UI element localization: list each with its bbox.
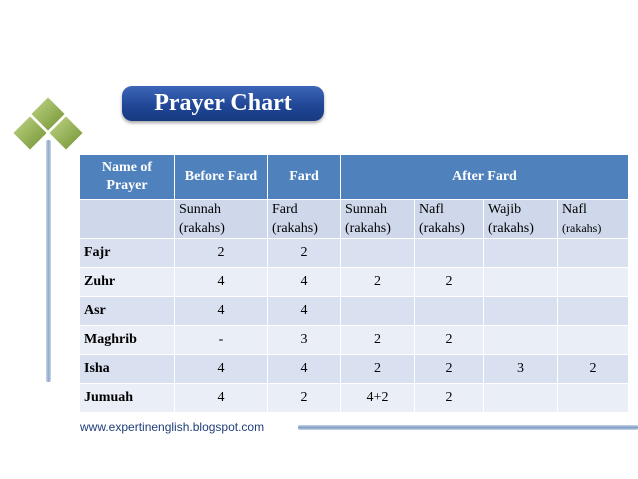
table-row	[80, 297, 629, 326]
table-cell	[558, 297, 629, 326]
table-cell: 2	[415, 268, 484, 297]
table-row	[80, 268, 629, 297]
prayer-name: Jumuah	[80, 384, 175, 413]
header-name-of-prayer: Name of Prayer	[80, 155, 175, 200]
table-cell	[558, 268, 629, 297]
table-cell	[558, 239, 629, 268]
subheader-cell: Sunnah (rakahs)	[175, 200, 268, 239]
prayer-name: Zuhr	[80, 268, 175, 297]
table-cell: 4	[175, 384, 268, 413]
table-cell: 3	[484, 355, 558, 384]
prayer-name: Isha	[80, 355, 175, 384]
table-cell	[558, 384, 629, 413]
table-row	[80, 326, 629, 355]
table-cell	[341, 297, 415, 326]
page-title: Prayer Chart	[122, 86, 324, 121]
subheader-cell: Nafl (rakahs)	[558, 200, 629, 239]
table-cell: 4	[268, 355, 341, 384]
table-cell: 2	[415, 384, 484, 413]
header-before-fard: Before Fard	[175, 155, 268, 200]
table-cell: 2	[341, 355, 415, 384]
table-cell	[415, 239, 484, 268]
diamond-logo-icon	[0, 0, 110, 160]
table-row	[80, 355, 629, 384]
table-cell: 4	[175, 355, 268, 384]
header-after-fard: After Fard	[341, 155, 629, 200]
table-cell: -	[175, 326, 268, 355]
table-subheader-row	[80, 200, 629, 239]
table-header-row	[80, 155, 629, 200]
footer-url: www.expertinenglish.blogspot.com	[80, 420, 265, 434]
table-cell: 4+2	[341, 384, 415, 413]
table-cell	[484, 239, 558, 268]
prayer-name: Maghrib	[80, 326, 175, 355]
table-cell: 2	[558, 355, 629, 384]
subheader-cell: Sunnah (rakahs)	[341, 200, 415, 239]
subheader-cell: Nafl (rakahs)	[415, 200, 484, 239]
footer-divider	[298, 425, 638, 430]
table-row	[80, 239, 629, 268]
table-cell: 2	[268, 239, 341, 268]
decorative-vertical-line	[46, 140, 51, 382]
table-cell: 2	[268, 384, 341, 413]
table-cell: 2	[415, 355, 484, 384]
table-cell: 2	[341, 268, 415, 297]
table-cell: 4	[175, 268, 268, 297]
table-cell	[484, 297, 558, 326]
table-cell: 4	[268, 268, 341, 297]
prayer-name: Asr	[80, 297, 175, 326]
table-cell: 2	[175, 239, 268, 268]
header-fard: Fard	[268, 155, 341, 200]
table-cell	[484, 384, 558, 413]
subheader-empty	[80, 200, 175, 239]
table-cell	[484, 326, 558, 355]
subheader-cell: Wajib (rakahs)	[484, 200, 558, 239]
subheader-cell: Fard (rakahs)	[268, 200, 341, 239]
table-cell: 3	[268, 326, 341, 355]
table-cell	[484, 268, 558, 297]
table-row	[80, 384, 629, 413]
prayer-name: Fajr	[80, 239, 175, 268]
table-cell	[415, 297, 484, 326]
table-cell: 2	[415, 326, 484, 355]
table-cell: 4	[175, 297, 268, 326]
table-cell: 2	[341, 326, 415, 355]
prayer-chart-table	[79, 154, 629, 413]
table-cell	[341, 239, 415, 268]
table-cell	[558, 326, 629, 355]
table-cell: 4	[268, 297, 341, 326]
